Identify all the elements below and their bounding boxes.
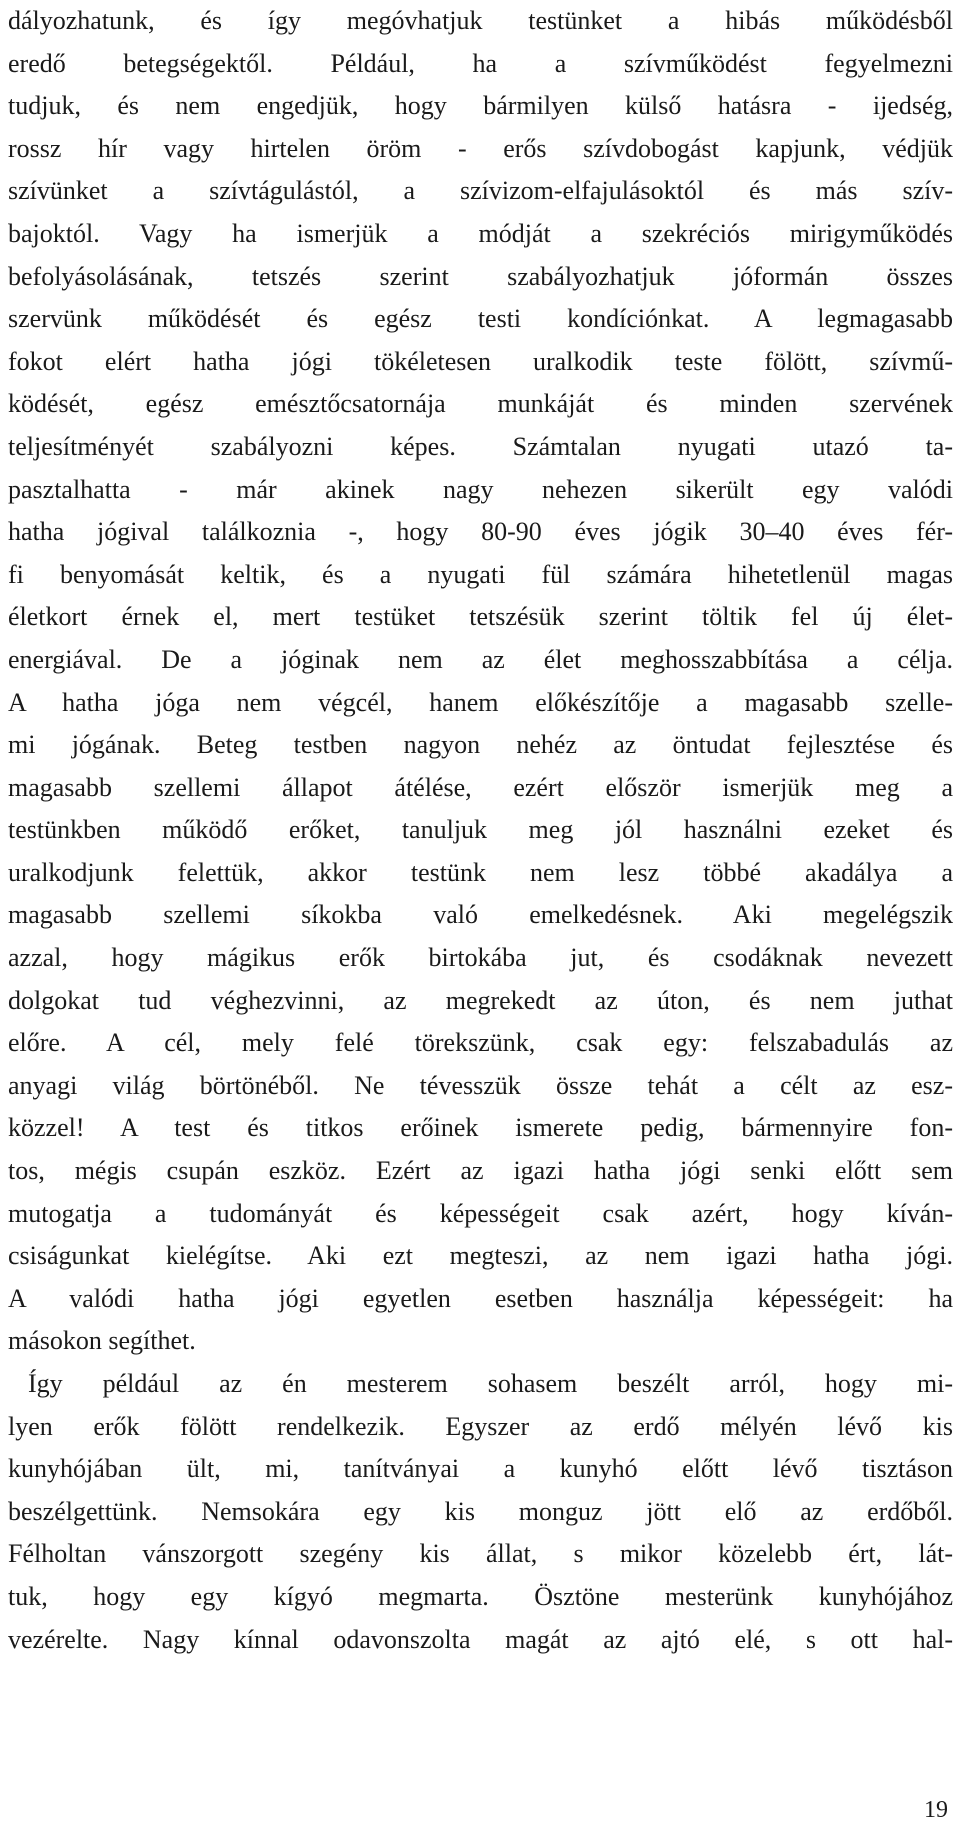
text-line: A hatha jóga nem végcél, hanem előkészítője a magasabb szelle- (8, 687, 953, 717)
text-line: beszélgettünk. Nemsokára egy kis monguz jött elő az erdőből. (8, 1496, 953, 1526)
text-line: teljesítményét szabályozni képes. Számtalan nyugati utazó ta- (8, 431, 953, 461)
text-line: Félholtan vánszorgott szegény kis állat, s mikor közelebb ért, lát- (8, 1539, 953, 1569)
text-line: bajoktól. Vagy ha ismerjük a módját a szekréciós mirigyműködés (8, 218, 953, 248)
text-line: pasztalhatta - már akinek nagy nehezen sikerült egy valódi (8, 474, 953, 504)
text-line: mutogatja a tudományát és képességeit csak azért, hogy kíván- (8, 1198, 953, 1228)
text-line: energiával. De a jóginak nem az élet meghosszabbítása a célja. (8, 644, 953, 674)
text-line: fi benyomását keltik, és a nyugati fül számára hihetetlenül magas (8, 559, 953, 589)
text-line: tuk, hogy egy kígyó megmarta. Ösztöne mesterünk kunyhójához (8, 1581, 953, 1611)
text-line: eredő betegségektől. Például, ha a szívműködést fegyelmezni (8, 48, 953, 78)
text-line: magasabb szellemi állapot átélése, ezért először ismerjük meg a (8, 772, 953, 802)
text-line: befolyásolásának, tetszés szerint szabályozhatjuk jóformán összes (8, 261, 953, 291)
text-line: azzal, hogy mágikus erők birtokába jut, és csodáknak nevezett (8, 943, 953, 973)
body-text (8, 0, 953, 1661)
text-line: szívünket a szívtágulástól, a szívizom-elfajulásoktól és más szív- (8, 176, 953, 206)
page-number: 19 (924, 1797, 948, 1823)
text-line: uralkodjunk felettük, akkor testünk nem lesz többé akadálya a (8, 857, 953, 887)
text-line: tos, mégis csupán eszköz. Ezért az igazi hatha jógi senki előtt sem (8, 1156, 953, 1186)
text-line: lyen erők fölött rendelkezik. Egyszer az erdő mélyén lévő kis (8, 1411, 953, 1441)
text-line: fokot elért hatha jógi tökéletesen uralkodik teste fölött, szívmű- (8, 346, 953, 376)
text-line: másokon segíthet. (8, 1326, 196, 1356)
text-line: rossz hír vagy hirtelen öröm - erős szívdobogást kapjunk, védjük (8, 133, 953, 163)
text-line: hatha jógival találkoznia -, hogy 80-90 éves jógik 30–40 éves fér- (8, 517, 953, 547)
text-line: testünkben működő erőket, tanuljuk meg jól használni ezeket és (8, 815, 953, 845)
paragraph-2 (8, 1363, 953, 1661)
text-line: magasabb szellemi síkokba való emelkedésnek. Aki megelégszik (8, 900, 953, 930)
paragraph-1 (8, 0, 953, 1363)
text-line: dolgokat tud véghezvinni, az megrekedt az úton, és nem juthat (8, 985, 953, 1015)
text-line: kunyhójában ült, mi, tanítványai a kunyhó előtt lévő tisztáson (8, 1454, 953, 1484)
text-line: szervünk működését és egész testi kondíciónkat. A legmagasabb (8, 304, 953, 334)
text-line: életkort érnek el, mert testüket tetszésük szerint töltik fel új élet- (8, 602, 953, 632)
text-line: anyagi világ börtönéből. Ne tévesszük össze tehát a célt az esz- (8, 1070, 953, 1100)
text-line: Így például az én mesterem sohasem beszélt arról, hogy mi- (28, 1369, 953, 1398)
text-line: előre. A cél, mely felé törekszünk, csak egy: felszabadulás az (8, 1028, 953, 1058)
text-line: dályozhatunk, és így megóvhatjuk testünket a hibás működésből (8, 6, 953, 35)
text-line: tudjuk, és nem engedjük, hogy bármilyen külső hatásra - ijedség, (8, 91, 953, 121)
text-line: közzel! A test és titkos erőinek ismerete pedig, bármennyire fon- (8, 1113, 953, 1143)
text-line: ködését, egész emésztőcsatornája munkáját és minden szervének (8, 389, 953, 419)
text-line: A valódi hatha jógi egyetlen esetben használja képességeit: ha (8, 1283, 953, 1313)
text-line: vezérelte. Nagy kínnal odavonszolta magát az ajtó elé, s ott hal- (8, 1624, 953, 1654)
text-line: mi jógának. Beteg testben nagyon nehéz az öntudat fejlesztése és (8, 730, 953, 760)
text-line: csiságunkat kielégítse. Aki ezt megteszi, az nem igazi hatha jógi. (8, 1241, 953, 1271)
